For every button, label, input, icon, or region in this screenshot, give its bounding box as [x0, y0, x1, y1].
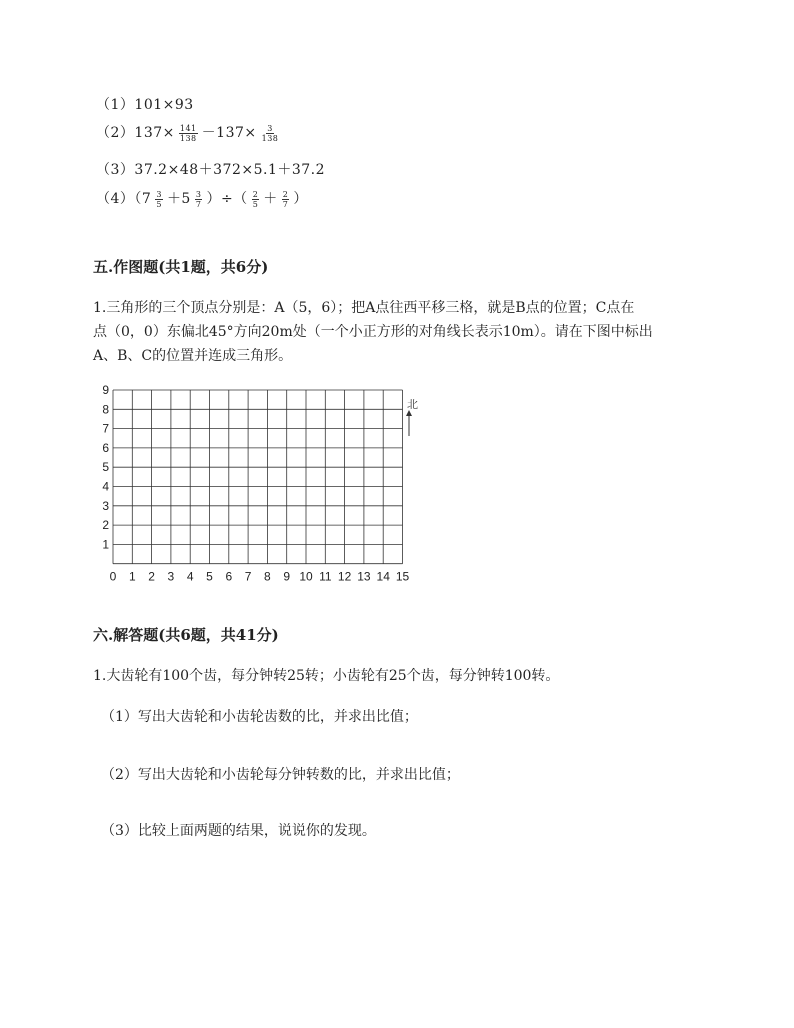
sub-question-1: （1）写出大齿轮和小齿轮齿数的比，并求出比值；: [101, 709, 418, 725]
question-line: 1.三角形的三个顶点分别是：A（5，6）；把A点往西平移三格，就是B点的位置；C点在: [93, 300, 635, 316]
y-tick-label: 7: [102, 421, 109, 436]
fraction: [195, 190, 203, 209]
y-tick-label: 3: [102, 498, 109, 513]
coordinate-grid: [95, 380, 425, 585]
x-tick-label: 5: [206, 569, 213, 584]
calc-item-3: [96, 159, 325, 179]
calc-term: ）: [293, 191, 308, 207]
fraction-denominator: 138: [261, 133, 279, 143]
x-tick-label: 2: [148, 569, 155, 584]
calc-term: ＋: [263, 191, 278, 207]
x-axis-labels: [110, 570, 410, 584]
x-tick-label: 14: [376, 569, 390, 584]
calc-item-label: （3）: [96, 162, 135, 178]
calc-term: 137×: [134, 125, 175, 141]
y-tick-label: 6: [102, 440, 109, 455]
fraction-numerator: 2: [252, 189, 259, 199]
calc-term: －137×: [201, 125, 257, 141]
fraction-denominator: 5: [156, 199, 162, 209]
x-tick-label: 8: [264, 569, 271, 584]
x-tick-label: 4: [186, 569, 194, 584]
x-tick-label: 0: [109, 569, 117, 584]
x-tick-label: 1: [128, 569, 136, 584]
x-tick-label: 6: [225, 569, 233, 584]
x-tick-label: 3: [167, 569, 175, 584]
fraction: [155, 190, 163, 209]
fraction: [179, 124, 198, 143]
y-tick-label: 5: [102, 460, 109, 475]
sub-question-2: （2）写出大齿轮和小齿轮每分钟转数的比，并求出比值；: [101, 767, 460, 783]
x-tick-label: 12: [337, 569, 352, 584]
question-line: A、B、C的位置并连成三角形。: [93, 348, 293, 364]
fraction-numerator: 3: [156, 189, 162, 199]
calc-term: （7: [134, 191, 152, 207]
calc-expression: 37.2×48＋372×5.1＋37.2: [134, 162, 326, 178]
calc-item-2: [96, 122, 283, 143]
section-6-title: 六.解答题(共6题，共41分): [93, 626, 279, 644]
calc-item-label: （2）: [96, 125, 135, 141]
fraction-denominator: 7: [282, 199, 289, 209]
y-tick-label: 9: [102, 383, 109, 397]
x-tick-label: 10: [299, 569, 313, 584]
section-5-question-1: [93, 296, 653, 368]
calc-term: ＋5: [166, 191, 191, 207]
y-tick-label: 4: [102, 479, 109, 494]
fraction: [261, 124, 280, 143]
north-label: 北: [407, 399, 418, 411]
section-6-question-1: 1.大齿轮有100个齿，每分钟转25转；小齿轮有25个齿，每分钟转100转。: [93, 668, 560, 684]
y-tick-label: 1: [102, 537, 109, 552]
calc-item-label: （1）: [96, 97, 135, 113]
y-tick-label: 8: [102, 402, 109, 417]
sub-question-3: （3）比较上面两题的结果，说说你的发现。: [101, 823, 376, 839]
x-tick-label: 15: [395, 569, 410, 584]
x-tick-label: 9: [283, 569, 291, 584]
fraction-numerator: 2: [282, 189, 289, 199]
fraction: [252, 190, 260, 209]
calc-item-label: （4）: [96, 191, 135, 207]
question-line: 点（0，0）东偏北45°方向20m处（一个小正方形的对角线长表示10m）。请在下图中标出: [93, 324, 653, 340]
section-5-title: 五.作图题(共1题，共6分): [93, 258, 269, 276]
fraction-numerator: 3: [267, 123, 273, 133]
fraction: [282, 190, 290, 209]
fraction-denominator: 7: [195, 199, 202, 209]
x-tick-label: 11: [319, 569, 332, 584]
y-axis-labels: [102, 383, 109, 551]
north-indicator: [406, 398, 418, 436]
calc-term: ）÷（: [206, 191, 248, 207]
fraction-denominator: 138: [179, 133, 197, 143]
calc-expression: 101×93: [134, 97, 194, 113]
x-tick-label: 7: [244, 569, 252, 584]
calc-item-4: [96, 188, 308, 209]
fraction-numerator: 3: [195, 189, 202, 199]
grid-lines: [113, 390, 403, 564]
fraction-numerator: 141: [179, 123, 197, 133]
calc-item-1: [96, 94, 194, 114]
fraction-denominator: 5: [252, 199, 259, 209]
y-tick-label: 2: [102, 518, 109, 533]
x-tick-label: 13: [357, 569, 371, 584]
